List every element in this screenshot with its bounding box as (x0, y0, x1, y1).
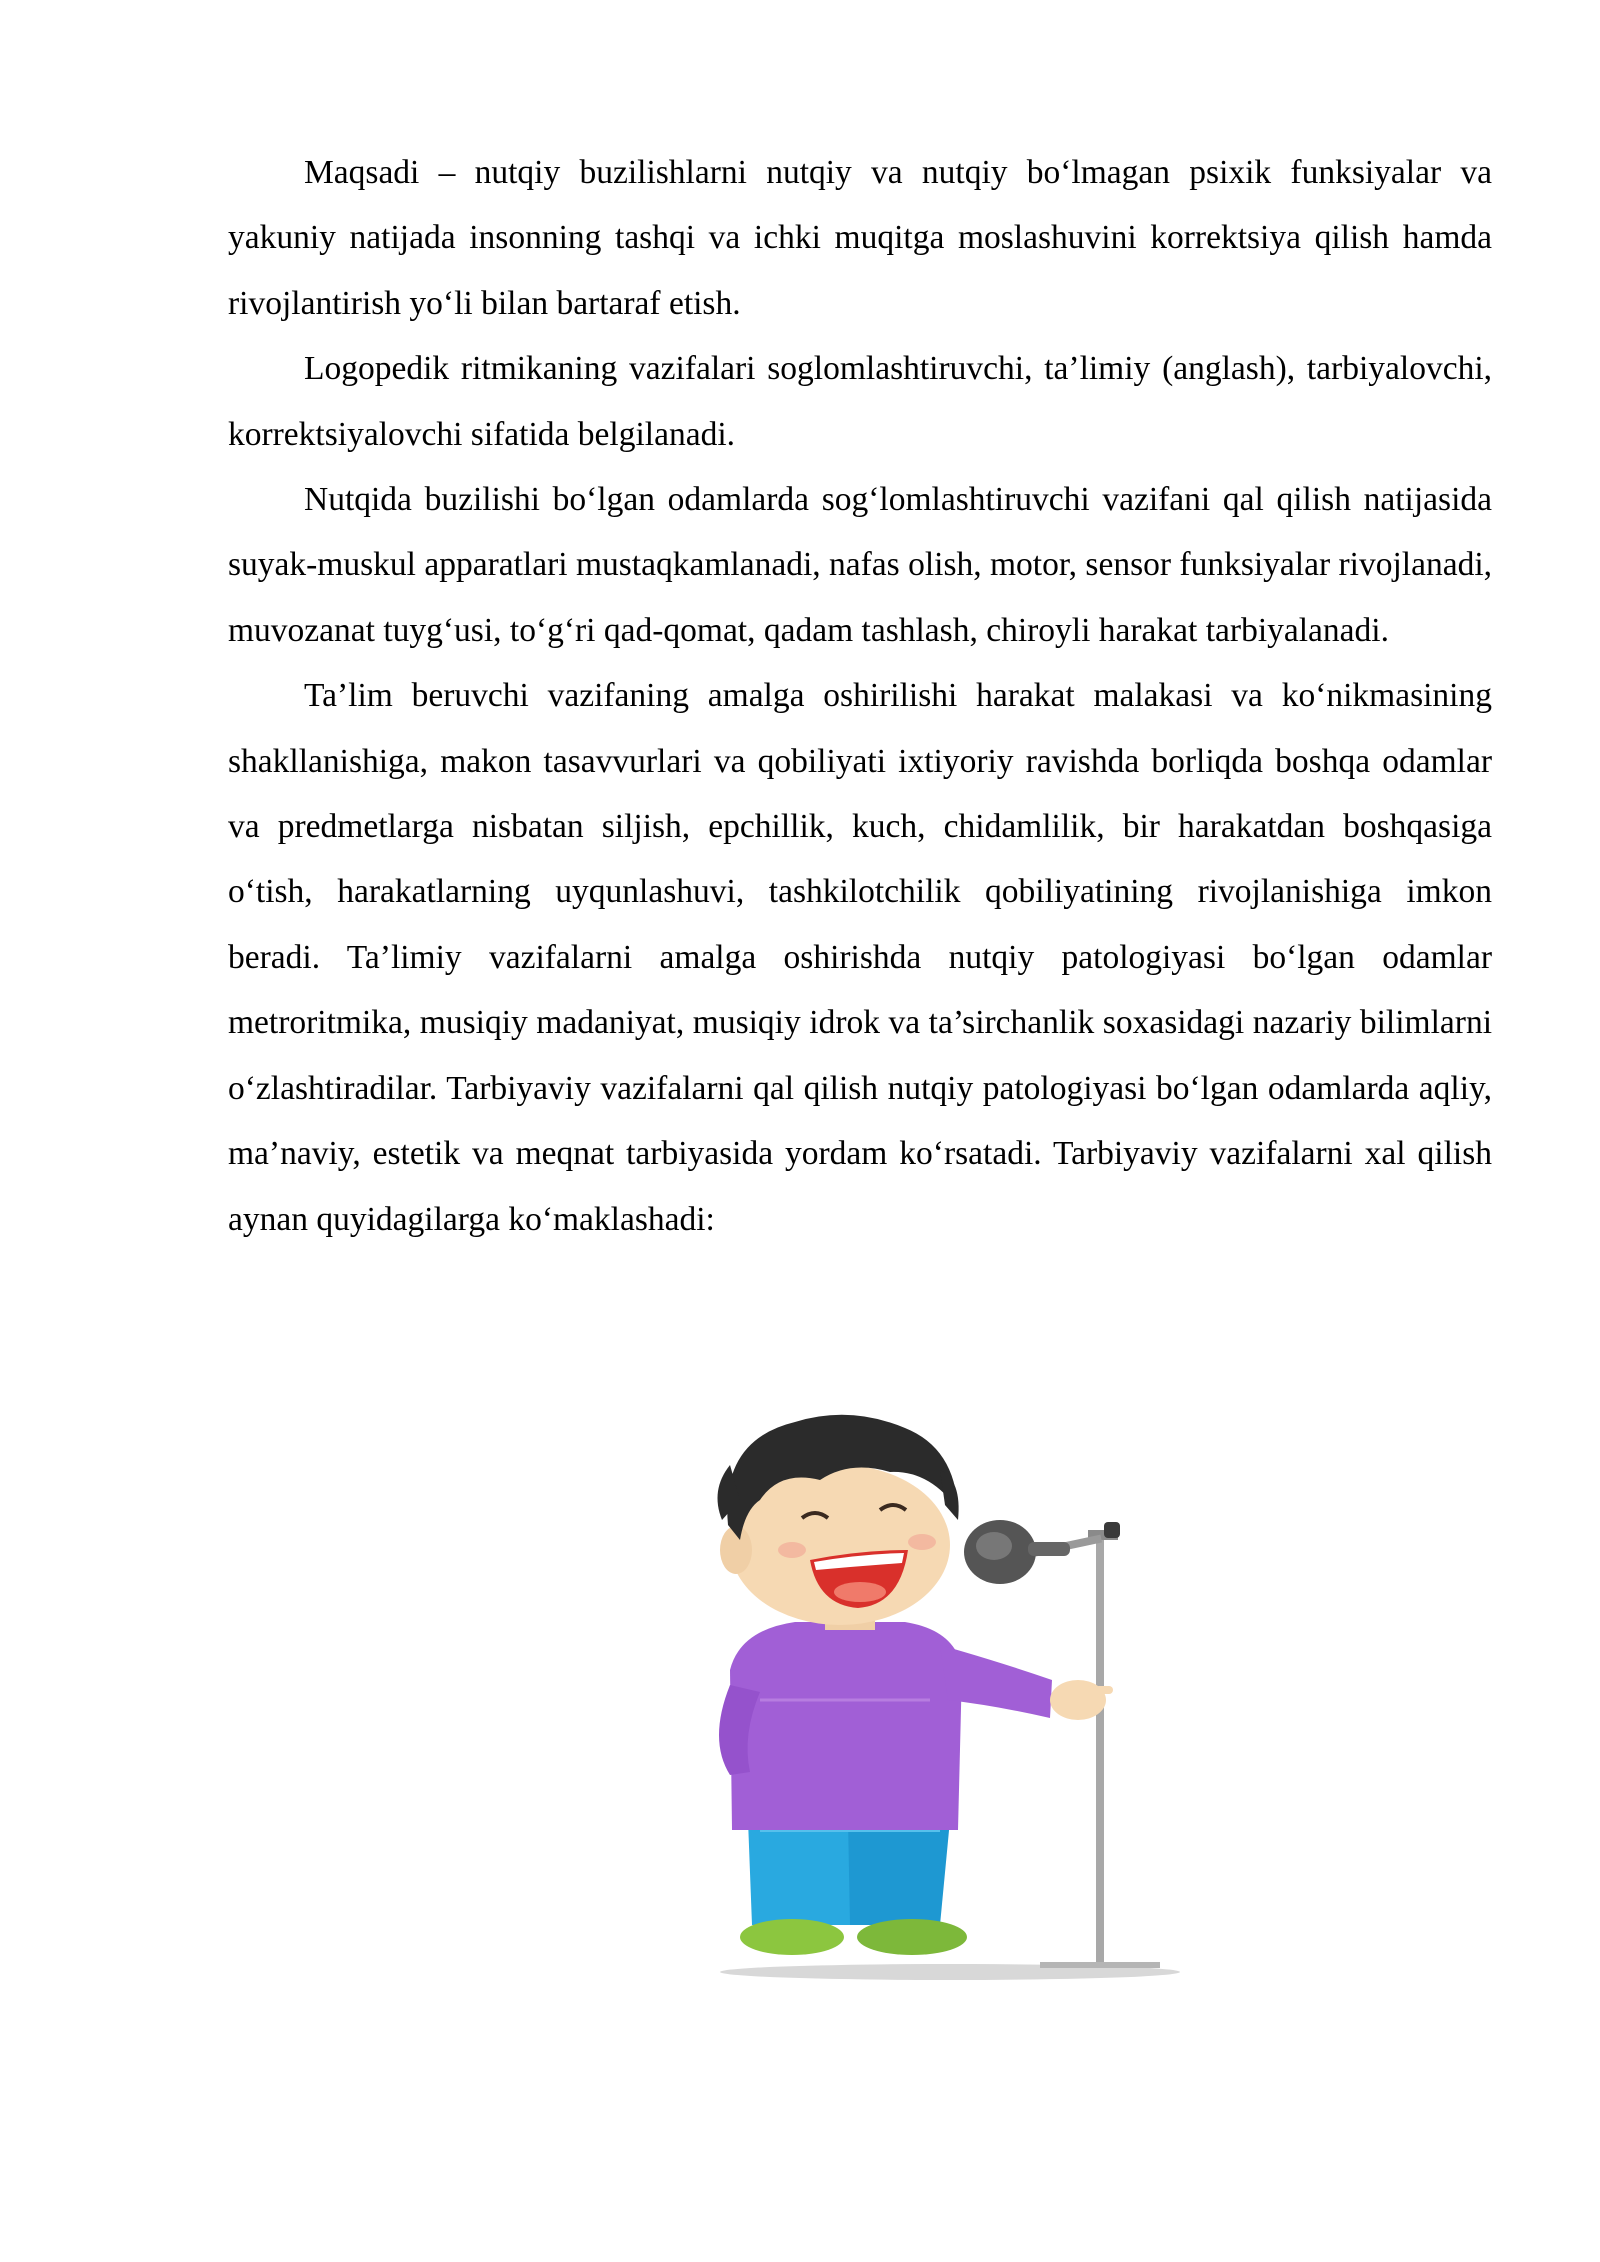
head (718, 1415, 959, 1625)
paragraph-goal: Maqsadi – nutqiy buzilishlarni nutqiy va nutqiy bo‘lmagan psixik funksiyalar va yakuniy natijada insonning tashqi va ichki muqitga moslashuvini korrektsiya qilish hamda rivojlantirish yo‘li bilan bartaraf etish. (228, 154, 1492, 322)
shirt (719, 1622, 1052, 1830)
singing-boy-image (700, 1400, 1220, 1990)
paragraph-education: Ta’lim beruvchi vazifaning amalga oshirilishi harakat malakasi va ko‘nikmasining shakllanishiga, makon tasavvurlari va qobiliyati ixtiyoriy ravishda borliqda boshqa odamlar va predmetlarga nisbatan siljish, epchillik, kuch, chidamlilik, bir harakatdan boshqasiga o‘tish, harakatlarning uyqunlashuvi, tashkilotchilik qobiliyatining rivojlanishiga imkon beradi. Ta’limiy vazifalarni amalga oshirishda nutqiy patologiyasi bo‘lgan odamlar metroritmika, musiqiy madaniyat, musiqiy idrok va ta’sirchanlik soxasidagi nazariy bilimlarni o‘zlashtiradilar. Tarbiyaviy vazifalarni qal qilish nutqiy patologiyasi bo‘lgan odamlarda aqliy, ma’naviy, estetik va meqnat tarbiyasida yordam ko‘rsatadi. Tarbiyaviy vazifalarni xal qilish aynan quyidagilarga ko‘maklashadi: (228, 677, 1492, 1238)
paragraph-tasks: Logopedik ritmikaning vazifalari soglomlashtiruvchi, ta’limiy (anglash), tarbiyalovchi, korrektsiyalovchi sifatida belgilanadi. (228, 350, 1492, 453)
pants (748, 1820, 950, 1925)
microphone (964, 1520, 1070, 1584)
document-body (228, 140, 1492, 1252)
microphone-stand (1030, 1522, 1160, 1968)
paragraph-health: Nutqida buzilishi bo‘lgan odamlarda sog‘lomlashtiruvchi vazifani qal qilish natijasida suyak-muskul apparatlari mustaqkamlanadi, nafas olish, motor, sensor funksiyalar rivojlanadi, muvozanat tuyg‘usi, to‘g‘ri qad-qomat, qadam tashlash, chiroyli harakat tarbiyalanadi. (228, 481, 1492, 649)
singing-boy-illustration (700, 1400, 1220, 1990)
